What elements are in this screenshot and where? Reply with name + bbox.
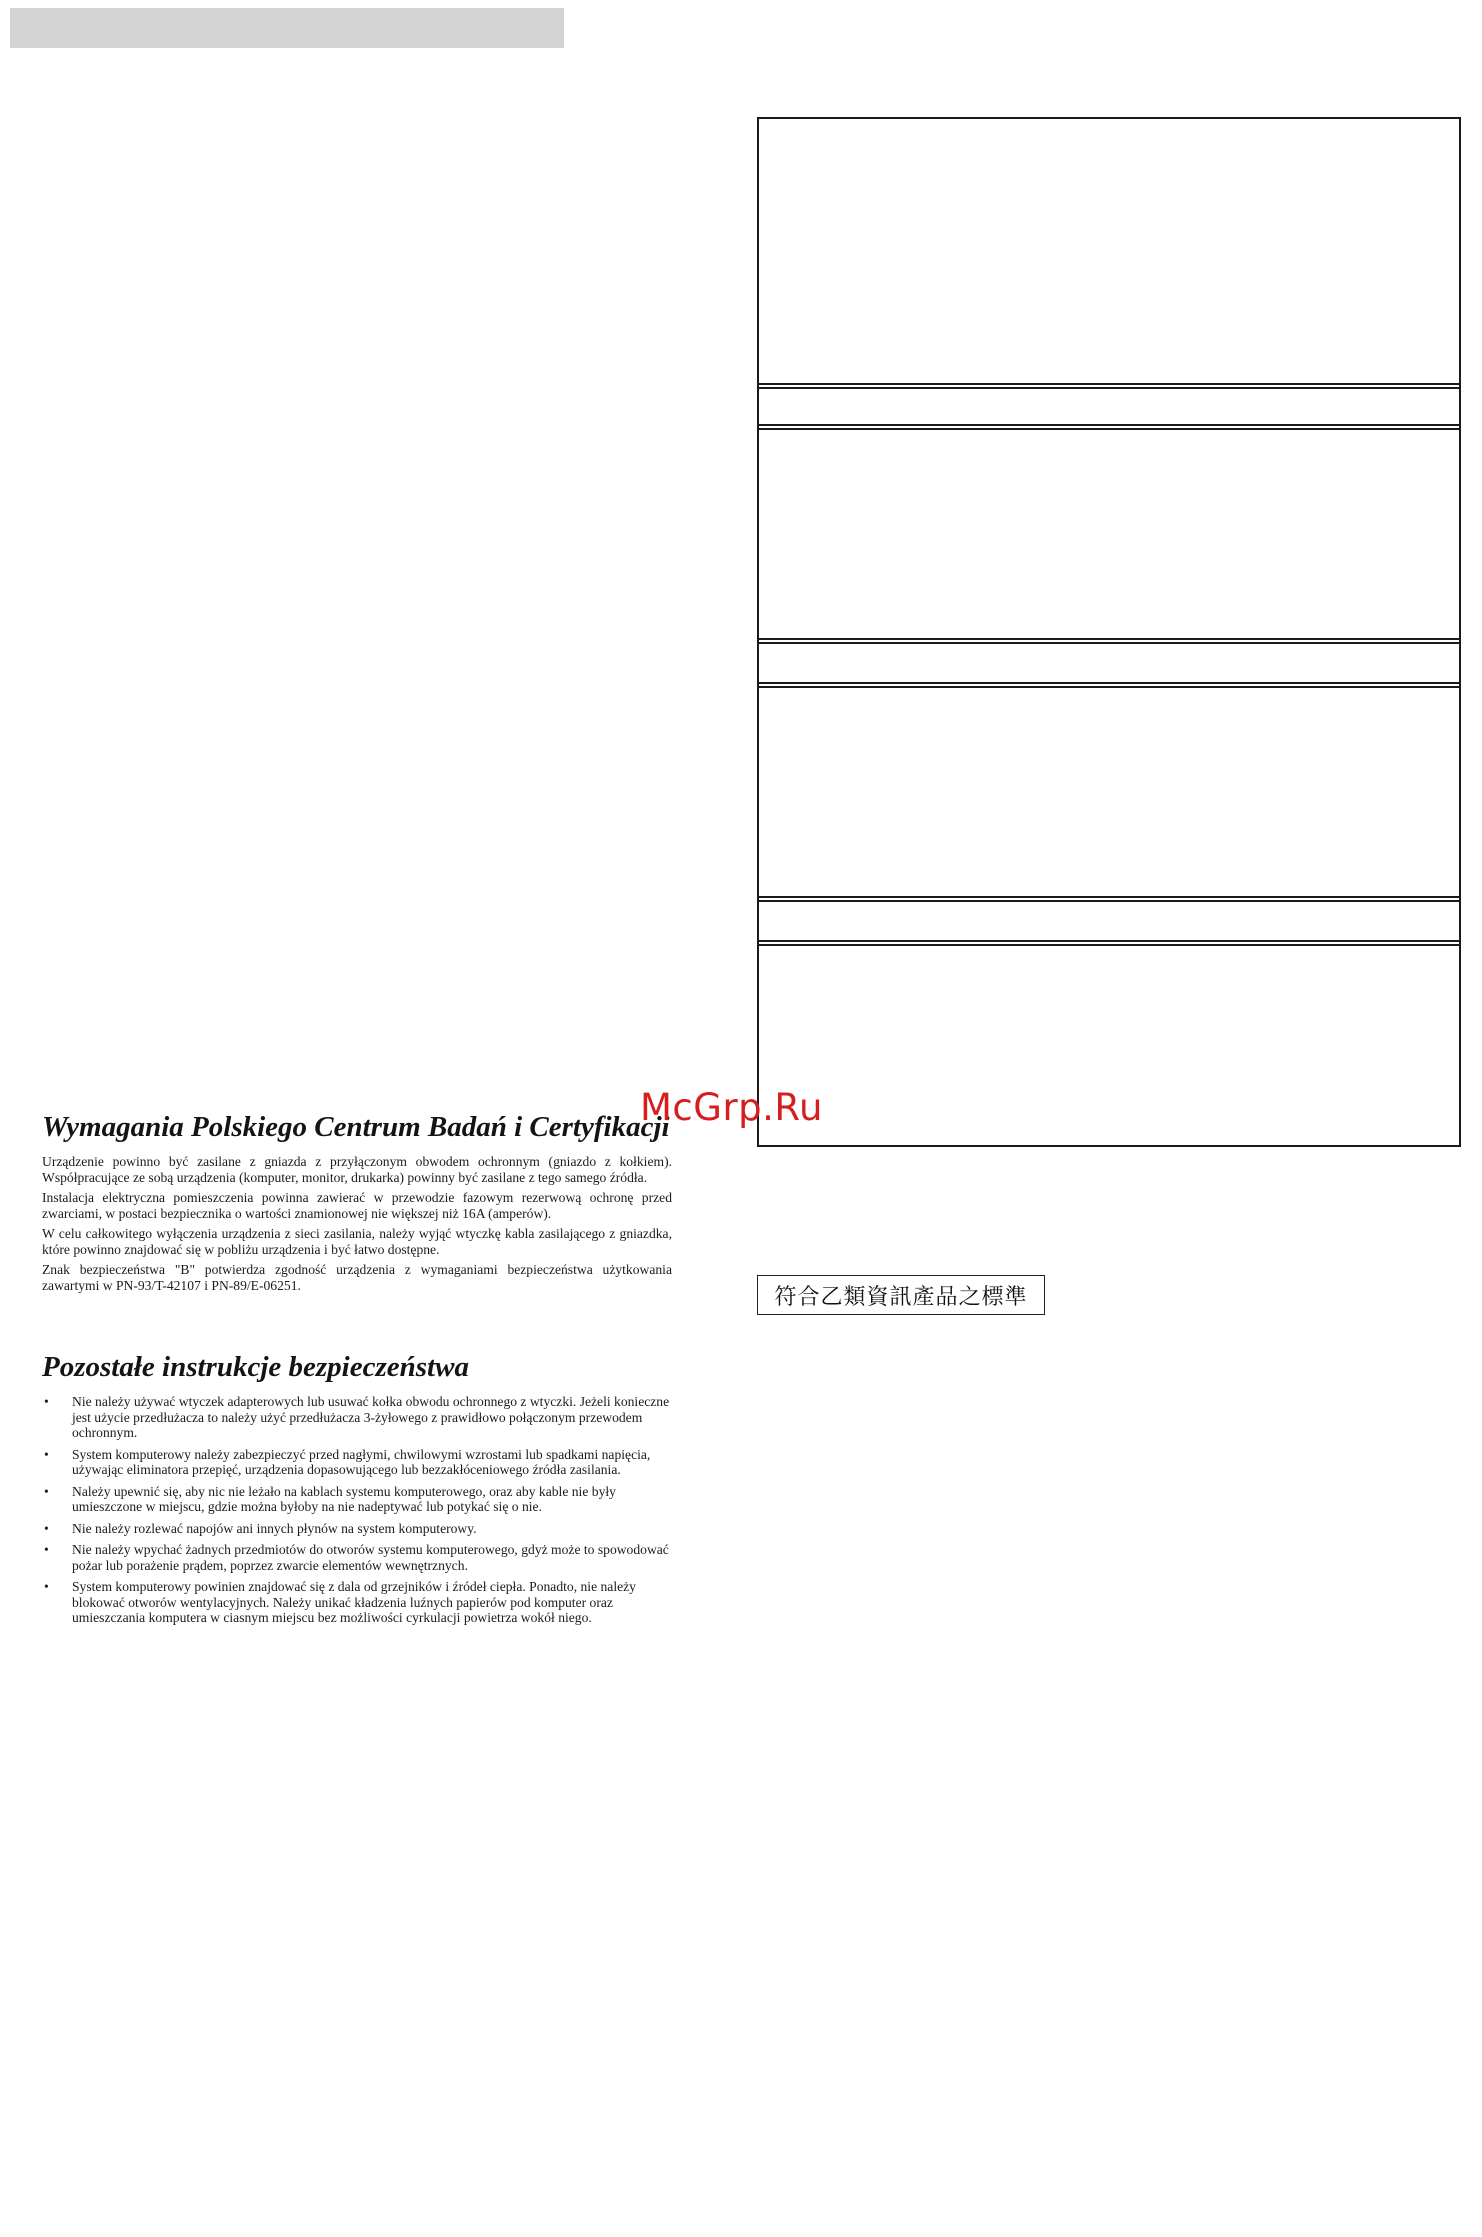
- list-item: [42, 1394, 672, 1441]
- list-item: [42, 1579, 672, 1626]
- polish-requirements-title: Wymagania Polskiego Centrum Badań i Certyfikacji: [42, 1111, 670, 1143]
- empty-frame-3: [757, 682, 1461, 902]
- other-safety-section: [42, 1350, 672, 1632]
- list-item: [42, 1484, 672, 1515]
- list-item: [42, 1521, 672, 1537]
- class-b-certification-label: 符合乙類資訊產品之標準: [757, 1275, 1045, 1315]
- watermark-text: McGrp.Ru: [640, 1086, 823, 1129]
- empty-frame-2: [757, 424, 1461, 644]
- list-item: [42, 1542, 672, 1573]
- polish-requirements-section: [42, 1110, 672, 1298]
- bullet-icon: •: [44, 1394, 49, 1409]
- list-item-text: System komputerowy powinien znajdować się z dala od grzejników i źródeł ciepła. Ponadto, nie należy blokować otworów wentylacyjnych. Należy unikać kładzenia luźnych papierów pod komputer oraz umieszczania komputera w ciasnym miejscu bez możliwości cyrkulacji powietrza wokół niego.: [72, 1579, 636, 1625]
- bullet-icon: •: [44, 1483, 49, 1499]
- requirements-paragraph: W celu całkowitego wyłączenia urządzenia z sieci zasilania, należy wyjąć wtyczkę kabla zasilającego z gniazdka, które powinno znajdować się w pobliżu urządzenia i być łatwo dostępne.: [42, 1226, 672, 1257]
- empty-frame-4: [757, 940, 1461, 1147]
- requirements-paragraph: Urządzenie powinno być zasilane z gniazda z przyłączonym obwodem ochronnym (gniazdo z kołkiem). Współpracujące ze sobą urządzenia (komputer, monitor, drukarka) powinny być zasilane z tego samego źródła.: [42, 1154, 672, 1185]
- list-item-text: Nie należy wpychać żadnych przedmiotów do otworów systemu komputerowego, gdyż może to spowodować pożar lub porażenie prądem, poprzez zwarcie elementów wewnętrznych.: [72, 1542, 669, 1573]
- list-item-text: Nie należy używać wtyczek adapterowych lub usuwać kołka obwodu ochronnego z wtyczki. Jeżeli konieczne jest użycie przedłużacza to należy użyć przedłużacza 3-żyłowego z prawidłowo połączonym przewodem ochronnym.: [72, 1394, 670, 1440]
- list-item-text: Nie należy rozlewać napojów ani innych płynów na system komputerowy.: [72, 1520, 477, 1536]
- bullet-icon: •: [44, 1579, 49, 1594]
- empty-frame-1: [757, 117, 1461, 389]
- list-item: [42, 1447, 672, 1478]
- other-safety-title: Pozostałe instrukcje bezpieczeństwa: [42, 1351, 469, 1383]
- list-item-text: System komputerowy należy zabezpieczyć przed nagłymi, chwilowymi wzrostami lub spadkami napięcia, używając eliminatora przepięć, urządzenia dopasowującego lub bezzakłóceniowego źródła zasilania.: [72, 1446, 651, 1477]
- empty-frame-divider-2: [757, 638, 1461, 688]
- empty-frame-divider-3: [757, 896, 1461, 946]
- bullet-icon: •: [44, 1520, 49, 1536]
- requirements-paragraph: Instalacja elektryczna pomieszczenia powinna zawierać w przewodzie fazowym rezerwową ochronę przed zwarciami, w postaci bezpiecznika o wartości znamionowej nie większej niż 16A (amperów).: [42, 1190, 672, 1221]
- bullet-icon: •: [44, 1542, 49, 1557]
- list-item-text: Należy upewnić się, aby nic nie leżało na kablach systemu komputerowego, oraz aby kable nie były umieszczone w miejscu, gdzie można byłoby na nie nadeptywać lub potykać się o nie.: [72, 1483, 616, 1514]
- empty-frame-divider-1: [757, 383, 1461, 430]
- header-gray-bar: [10, 8, 564, 48]
- bullet-icon: •: [44, 1446, 49, 1462]
- safety-list: [42, 1394, 672, 1626]
- requirements-paragraph: Znak bezpieczeństwa "B" potwierdza zgodność urządzenia z wymaganiami bezpieczeństwa użytkowania zawartymi w PN-93/T-42107 i PN-89/E-06251.: [42, 1262, 672, 1293]
